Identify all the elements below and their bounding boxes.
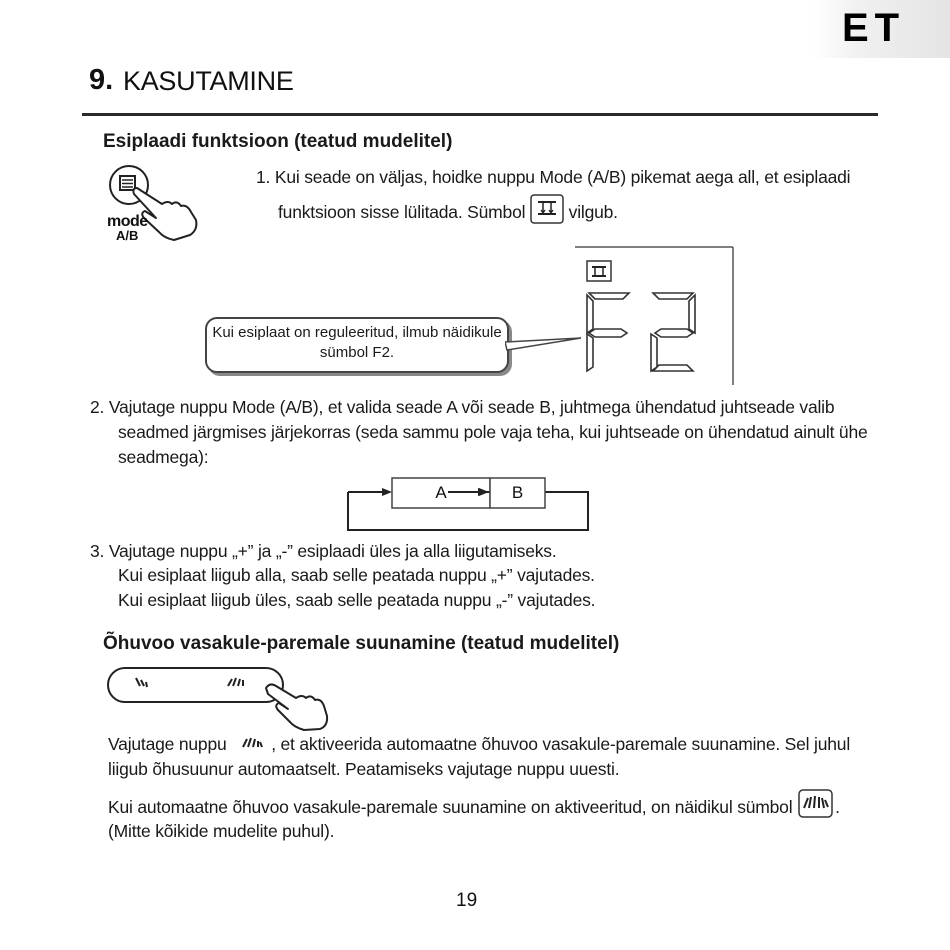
- unit-b-label: B: [511, 483, 524, 502]
- step1-line2-before: funktsioon sisse lülitada. Sümbol: [278, 202, 526, 223]
- swing-symbol-icon: [797, 788, 835, 829]
- step2-line3: seadmega):: [118, 447, 209, 467]
- title-divider: [82, 113, 878, 116]
- swing-text2-main: Kui automaatne õhuvoo vasakule-paremale suunamine on aktiveeritud, on näidikul sümbol: [108, 797, 793, 818]
- swing-text1-after: , et aktiveerida automaatne õhuvoo vasakule-paremale suunamine. Sel juhul: [271, 734, 851, 754]
- step1-line2-after: vilgub.: [568, 202, 618, 223]
- step2-line2: seadmed järgmises järjekorras (seda sammu pole vaja teha, kui juhtseade on ühendatud ainult ühe: [118, 422, 868, 442]
- step3-line1: 3. Vajutage nuppu „+” ja „-” esiplaadi üles ja alla liigutamiseks.: [90, 541, 557, 561]
- section-number: 9.: [89, 64, 114, 96]
- display-louver-icon: [587, 261, 611, 281]
- display-panel: [575, 245, 740, 390]
- display-code-text: [575, 245, 576, 246]
- section-title: KASUTAMINE: [123, 66, 294, 96]
- step3-line3: Kui esiplaat liigub üles, saab selle peatada nuppu „-” vajutades.: [118, 590, 596, 610]
- swing-button-illustration: [106, 664, 331, 732]
- a-to-b-arrow: [440, 483, 490, 503]
- swing-remote-panel: [108, 668, 283, 702]
- louver-heading: Esiplaadi funktsioon (teatud mudelitel): [103, 131, 453, 152]
- display-digit-2: [651, 293, 695, 371]
- louver-symbol-icon: [530, 194, 564, 233]
- swing-text2-period: .: [835, 797, 840, 818]
- unit-a-label: A: [435, 483, 447, 502]
- step1-line1: 1. Kui seade on väljas, hoidke nuppu Mode (A/B) pikemat aega all, et esiplaadi: [256, 167, 851, 187]
- step3-line2: Kui esiplaat liigub alla, saab selle peatada nuppu „+” vajutades.: [118, 565, 595, 585]
- mode-button-label: mode: [107, 213, 148, 230]
- swing-heading: Õhuvoo vasakule-paremale suunamine (teatud mudelitel): [103, 633, 620, 654]
- callout-line2: sümbol F2.: [319, 344, 395, 361]
- hand-press-icon: [266, 684, 327, 730]
- callout-line1: Kui esiplaat on reguleeritud, ilmub näidikule: [212, 324, 502, 341]
- swing-text1-before: Vajutage nuppu: [108, 734, 227, 754]
- swing-text-line2: liigub õhusuunur automaatselt. Peatamiseks vajutage nuppu uuesti.: [108, 759, 620, 779]
- display-digit-f: [587, 293, 629, 371]
- language-code: ET: [842, 6, 906, 50]
- swing-text2-line2: (Mitte kõikide mudelite puhul).: [108, 821, 335, 841]
- step1-line2: [278, 194, 618, 233]
- callout-box: [205, 317, 509, 373]
- callout-pointer: [505, 336, 585, 356]
- page-number: 19: [456, 890, 478, 911]
- unit-cycle-diagram: [340, 472, 600, 537]
- mode-button-sublabel: A/B: [116, 228, 139, 243]
- step2-line1: 2. Vajutage nuppu Mode (A/B), et valida seade A või seade B, juhtmega ühendatud juhtseade valib: [90, 397, 835, 417]
